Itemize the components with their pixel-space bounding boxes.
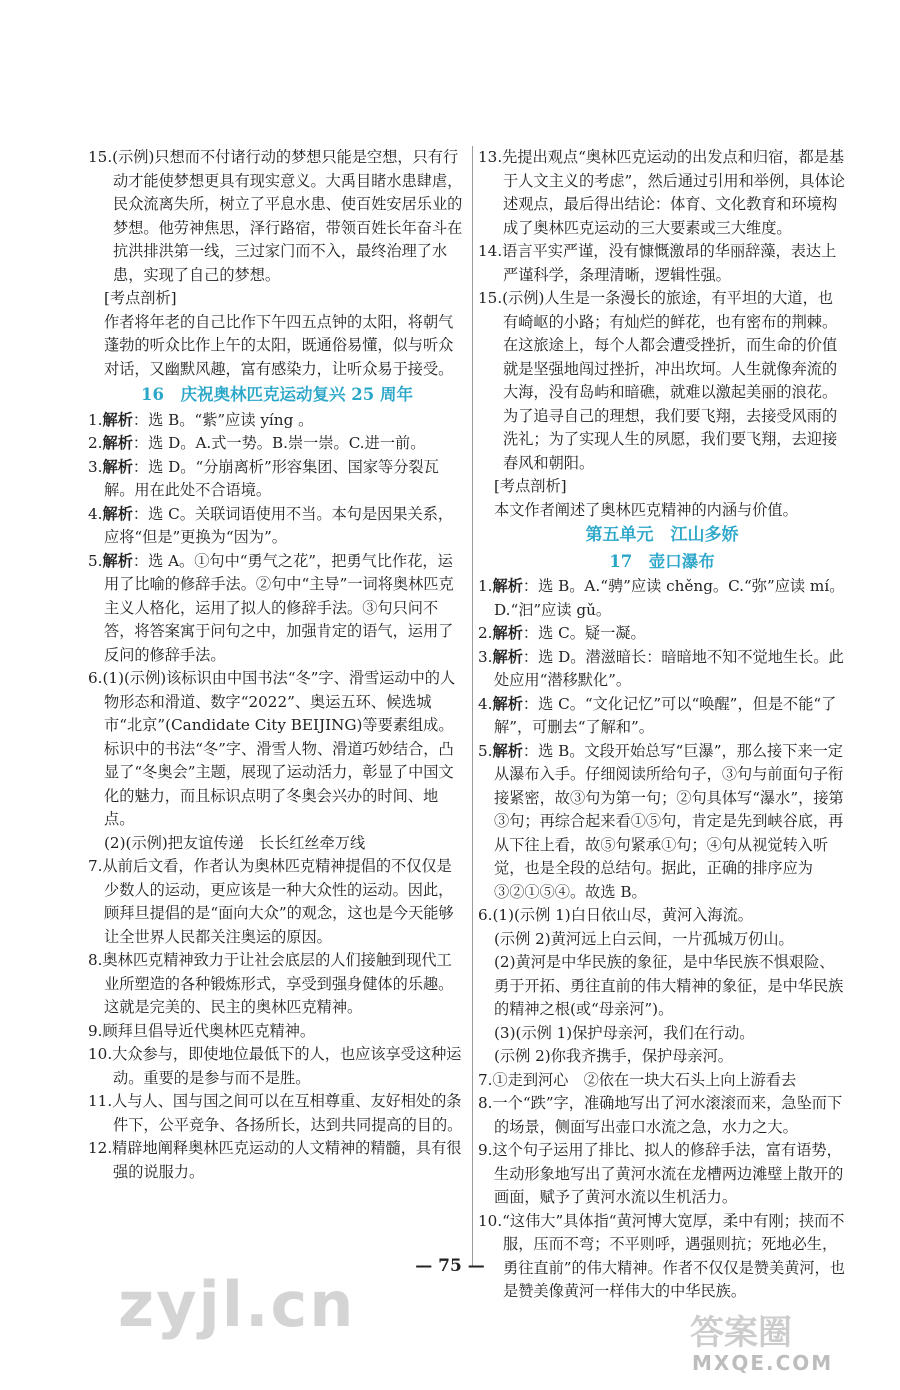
answer-item: 6.(1)(示例 1)白日依山尽，黄河入海流。: [478, 906, 753, 924]
answer-text: ：选 B。A.“骋”应读 chěng。C.“弥”应读 mí。D.“汩”应读 gǔ。: [494, 577, 845, 619]
left-column: [88, 146, 466, 1184]
analysis-paragraph: 作者将年老的自己比作下午四五点钟的太阳，将朝气蓬勃的听众比作上午的太阳，既通俗易懂，似与听众对话，又幽默风趣，富有感染力，让听众易于接受。: [104, 312, 454, 378]
answer-item: 6.(1)(示例)该标识由中国书法“冬”字、滑雪运动中的人物形态和滑道、数字“2022”、奥运五环、候选城市“北京”(Candidate City BEIJING)等要素组成。标识中的书法“冬”字、滑雪人物、滑道巧妙结合，凸显了“冬奥会”主题，展现了运动活力，彰显了中国文化的魅力，而且标识点明了冬奥会兴办的时间、地点。: [88, 669, 456, 828]
answer-item: 7.①走到河心 ②依在一块大石头上向上游看去: [478, 1070, 797, 1089]
answer-item: [88, 503, 466, 550]
answer-item: [478, 575, 846, 622]
answer-item: [88, 409, 466, 433]
answer-item: 9.顾拜旦倡导近代奥林匹克精神。: [88, 1021, 316, 1040]
answer-item: 15.(示例)人生是一条漫长的旅途，有平坦的大道，也有崎岖的小路；有灿烂的鲜花，也有密布的荆棘。在这旅途上，每个人都会遭受挫折，而生命的价值就是坚强地闯过挫折，冲出坎坷。人生就像奔流的大海，没有岛屿和暗礁，就难以激起美丽的浪花。为了追寻自己的理想，我们要飞翔，去接受风雨的洗礼；为了实现人生的夙愿，我们要飞翔，去迎接春风和朝阳。: [478, 289, 838, 472]
section-title: 16 庆祝奥林匹克运动复兴 25 周年: [141, 385, 413, 404]
watermark-zyjl: zyjl.cn: [118, 1268, 356, 1341]
analysis-paragraph: 本文作者阐述了奥林匹克精神的内涵与价值。: [494, 500, 798, 519]
answer-item: [88, 432, 466, 456]
answer-number: 2.: [478, 624, 493, 642]
analysis-label: 解析: [492, 741, 523, 760]
watermark-mxqe: MXQE.COM: [692, 1351, 834, 1375]
answer-item: [478, 622, 846, 646]
answer-item: [88, 550, 466, 668]
answer-subitem: (示例 2)你我齐携手，保护母亲河。: [494, 1047, 733, 1065]
answer-subitem: (示例 2)黄河远上白云间，一片孤城万仞山。: [494, 929, 794, 948]
answer-subitem: (2)黄河是中华民族的象征，是中华民族不惧艰险、勇于开拓、勇往直前的伟大精神的象征，是中华民族的精神之根(或“母亲河”)。: [494, 953, 844, 1018]
answer-item: 14.语言平实严谨，没有慷慨激昂的华丽辞藻，表达上严谨科学，条理清晰，逻辑性强。: [478, 242, 837, 284]
analysis-tag: [考点剖析]: [494, 477, 567, 495]
answer-number: 3.: [478, 647, 493, 666]
answer-text: ：选 B。文段开始总写“巨瀑”，那么接下来一定从瀑布入手。仔细阅读所给句子，③句与前面句子衔接紧密，故③句为第一句；②句具体写“瀑水”，接第③句；再综合起来看①⑤句，肯定是先到峡谷底，再从下往上看，故⑤句紧承①句；④句从视觉转入听觉，也是全段的总结句。据此，正确的排序应为③②①⑤④。故选 B。: [494, 741, 844, 901]
answer-number: 5.: [478, 741, 493, 760]
answer-number: 5.: [88, 551, 103, 570]
answer-text: ：选 A。①句中“勇气之花”，把勇气比作花，运用了比喻的修辞手法。②句中“主导”一词将奥林匹克主义人格化，运用了拟人的修辞手法。③句只问不答，将答案寓于问句之中，加强肯定的语气，运用了反问的修辞手法。: [104, 551, 454, 664]
answer-text: ：选 D。“分崩离析”形容集团、国家等分裂瓦解。用在此处不合语境。: [104, 457, 439, 499]
answer-subitem: (3)(示例 1)保护母亲河，我们在行动。: [494, 1023, 755, 1042]
answer-item: [88, 456, 466, 503]
analysis-label: 解析: [492, 694, 523, 713]
section-title: 17 壶口瀑布: [609, 551, 715, 571]
watermark-daanquan: 答案圈: [690, 1313, 792, 1353]
answer-item: [478, 740, 846, 905]
answer-item: 11.人与人、国与国之间可以在互相尊重、友好相处的条件下，公平竞争、各扬所长，达到共同提高的目的。: [88, 1092, 463, 1134]
answer-item: 12.精辟地阐释奥林匹克运动的人文精神的精髓，具有很强的说服力。: [88, 1139, 462, 1181]
answer-number: 1.: [478, 577, 493, 595]
answer-subitem: (2)(示例)把友谊传递 长长红丝牵万线: [104, 833, 366, 852]
answer-number: 4.: [88, 504, 103, 523]
unit-title: 第五单元 江山多娇: [585, 525, 739, 545]
answer-number: 1.: [88, 410, 103, 429]
answer-item: 8.一个“跌”字，准确地写出了河水滚滚而来，急坠而下的场景，侧面写出壶口水流之急，水力之大。: [478, 1094, 843, 1136]
answer-item: [478, 693, 846, 740]
column-divider: [472, 146, 473, 1266]
answer-item: 7.从前后文看，作者认为奥林匹克精神提倡的不仅仅是少数人的运动，更应该是一种大众性的运动。因此，顾拜旦提倡的是“面向大众”的观念，这也是今天能够让全世界人民都关注奥运的原因。: [88, 857, 454, 946]
answer-text: ：选 C。疑一凝。: [522, 624, 646, 642]
answer-number: 2.: [88, 434, 103, 452]
answer-text: ：选 C。“文化记忆”可以“唤醒”，但是不能“了解”，可删去“了解和”。: [494, 694, 837, 736]
answer-item: 13.先提出观点“奥林匹克运动的出发点和归宿，都是基于人文主义的考虑”，然后通过引用和举例，具体论述观点，最后得出结论：体育、文化教育和环境构成了奥林匹克运动的三大要素或三大维度。: [478, 148, 845, 237]
analysis-tag: [考点剖析]: [104, 289, 177, 307]
answer-item: [478, 646, 846, 693]
answer-item: 10.“这伟大”具体指“黄河博大宽厚，柔中有刚；挟而不服，压而不弯；不平则呼，遇强则抗；死地必生，勇往直前”的伟大精神。作者不仅仅是赞美黄河，也是赞美像黄河一样伟大的中华民族。: [478, 1211, 845, 1300]
right-column: [478, 146, 846, 1304]
analysis-label: 解析: [102, 434, 133, 452]
analysis-label: 解析: [492, 647, 523, 666]
analysis-label: 解析: [492, 624, 523, 642]
answer-text: ：选 C。关联词语使用不当。本句是因果关系，应将“但是”更换为“因为”。: [104, 504, 454, 546]
analysis-label: 解析: [102, 504, 133, 523]
answer-item: 8.奥林匹克精神致力于让社会底层的人们接触到现代工业所塑造的各种锻炼形式，享受到强身健体的乐趣。这就是完美的、民主的奥林匹克精神。: [88, 951, 454, 1016]
analysis-label: 解析: [102, 551, 133, 570]
answer-item: 9.这个句子运用了排比、拟人的修辞手法，富有语势，生动形象地写出了黄河水流在龙槽两边滩壁上散开的画面，赋予了黄河水流以生机活力。: [478, 1141, 844, 1206]
page-number: — 75 —: [415, 1256, 485, 1276]
analysis-label: 解析: [102, 410, 133, 429]
answer-text: ：选 D。潜滋暗长：暗暗地不知不觉地生长。此处应用“潜移默化”。: [494, 647, 844, 689]
answer-number: 4.: [478, 694, 493, 713]
analysis-label: 解析: [492, 577, 523, 595]
answer-item: 15.(示例)只想而不付诸行动的梦想只能是空想，只有行动才能使梦想更具有现实意义。大禹目睹水患肆虐，民众流离失所，树立了平息水患、使百姓安居乐业的梦想。他劳神焦思，泽行路宿，带领百姓长年奋斗在抗洪排洪第一线，三过家门而不入，最终治理了水患，实现了自己的梦想。: [88, 148, 463, 284]
answer-text: ：选 B。“紫”应读 yíng 。: [132, 410, 314, 429]
answer-item: 10.大众参与，即使地位最低下的人，也应该享受这种运动。重要的是参与而不是胜。: [88, 1045, 462, 1087]
answer-text: ：选 D。A.式一势。B.崇一崇。C.进一前。: [132, 434, 426, 452]
answer-number: 3.: [88, 457, 103, 476]
analysis-label: 解析: [102, 457, 133, 476]
